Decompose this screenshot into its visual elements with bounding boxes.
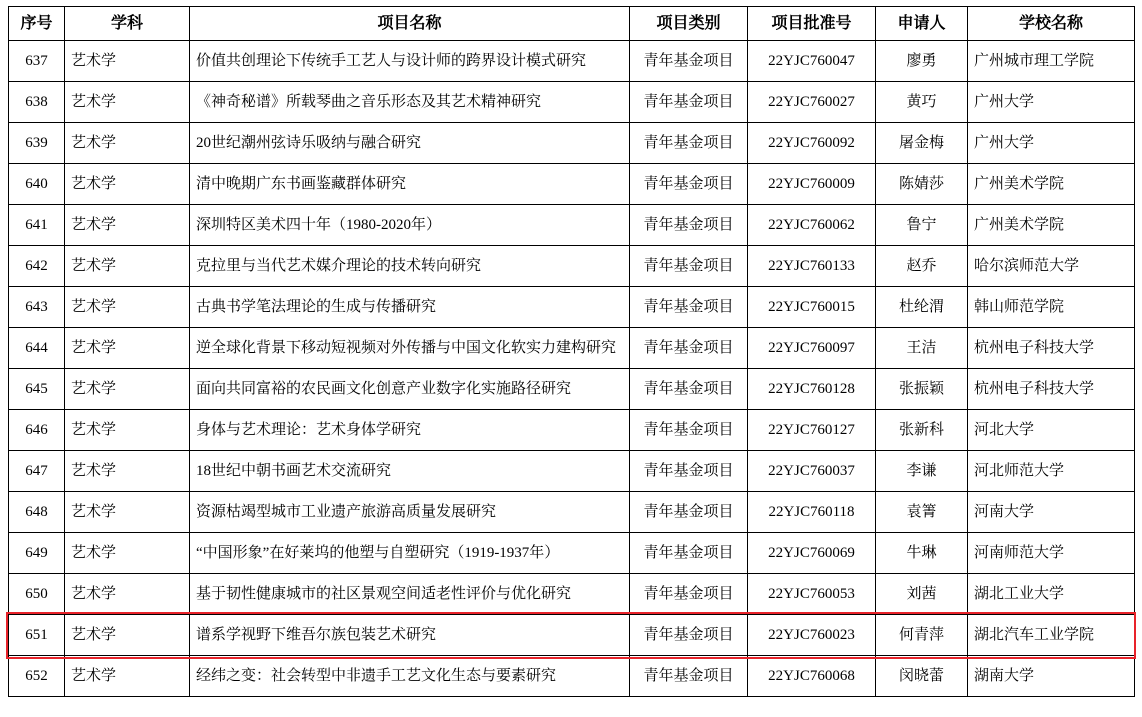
grant-approval-table	[8, 6, 1135, 697]
table-row	[9, 656, 1135, 697]
cell-applicant: 黄巧	[876, 82, 968, 123]
cell-project-title: 经纬之变：社会转型中非遗手工艺文化生态与要素研究	[190, 656, 630, 697]
cell-subject: 艺术学	[65, 492, 190, 533]
table-body	[9, 41, 1135, 697]
cell-approval-number: 22YJC760023	[748, 615, 876, 656]
cell-project-category: 青年基金项目	[630, 451, 748, 492]
cell-project-title: 克拉里与当代艺术媒介理论的技术转向研究	[190, 246, 630, 287]
cell-subject: 艺术学	[65, 205, 190, 246]
table-row	[9, 246, 1135, 287]
cell-index: 637	[9, 41, 65, 82]
table-row	[9, 574, 1135, 615]
cell-approval-number: 22YJC760118	[748, 492, 876, 533]
cell-index: 650	[9, 574, 65, 615]
cell-applicant: 何青萍	[876, 615, 968, 656]
cell-project-category: 青年基金项目	[630, 615, 748, 656]
table-row	[9, 287, 1135, 328]
cell-subject: 艺术学	[65, 123, 190, 164]
cell-school: 广州大学	[968, 123, 1135, 164]
cell-project-title: 身体与艺术理论：艺术身体学研究	[190, 410, 630, 451]
cell-school: 韩山师范学院	[968, 287, 1135, 328]
cell-school: 杭州电子科技大学	[968, 369, 1135, 410]
cell-approval-number: 22YJC760092	[748, 123, 876, 164]
cell-project-title: 基于韧性健康城市的社区景观空间适老性评价与优化研究	[190, 574, 630, 615]
cell-school: 广州美术学院	[968, 205, 1135, 246]
cell-approval-number: 22YJC760127	[748, 410, 876, 451]
cell-school: 河北师范大学	[968, 451, 1135, 492]
table-row	[9, 205, 1135, 246]
cell-school: 哈尔滨师范大学	[968, 246, 1135, 287]
cell-applicant: 王洁	[876, 328, 968, 369]
cell-school: 河南师范大学	[968, 533, 1135, 574]
cell-project-category: 青年基金项目	[630, 41, 748, 82]
cell-school: 河南大学	[968, 492, 1135, 533]
cell-project-title: 谱系学视野下维吾尔族包装艺术研究	[190, 615, 630, 656]
cell-approval-number: 22YJC760015	[748, 287, 876, 328]
cell-index: 644	[9, 328, 65, 369]
table-row	[9, 615, 1135, 656]
table-row	[9, 164, 1135, 205]
cell-index: 646	[9, 410, 65, 451]
cell-project-title: 《神奇秘谱》所载琴曲之音乐形态及其艺术精神研究	[190, 82, 630, 123]
table-header	[9, 7, 1135, 41]
table-row	[9, 451, 1135, 492]
table-row	[9, 82, 1135, 123]
cell-school: 杭州电子科技大学	[968, 328, 1135, 369]
cell-project-category: 青年基金项目	[630, 656, 748, 697]
cell-project-category: 青年基金项目	[630, 164, 748, 205]
cell-project-title: 18世纪中朝书画艺术交流研究	[190, 451, 630, 492]
cell-project-category: 青年基金项目	[630, 246, 748, 287]
cell-school: 湖北工业大学	[968, 574, 1135, 615]
cell-school: 湖南大学	[968, 656, 1135, 697]
cell-applicant: 闵晓蕾	[876, 656, 968, 697]
column-header-project-title: 项目名称	[190, 7, 630, 41]
table-row	[9, 41, 1135, 82]
cell-applicant: 杜纶渭	[876, 287, 968, 328]
cell-project-category: 青年基金项目	[630, 123, 748, 164]
column-header-project-category: 项目类别	[630, 7, 748, 41]
cell-approval-number: 22YJC760009	[748, 164, 876, 205]
cell-project-title: “中国形象”在好莱坞的他塑与自塑研究（1919-1937年）	[190, 533, 630, 574]
column-header-school: 学校名称	[968, 7, 1135, 41]
cell-subject: 艺术学	[65, 41, 190, 82]
cell-subject: 艺术学	[65, 451, 190, 492]
cell-project-category: 青年基金项目	[630, 574, 748, 615]
cell-subject: 艺术学	[65, 410, 190, 451]
cell-approval-number: 22YJC760069	[748, 533, 876, 574]
cell-index: 638	[9, 82, 65, 123]
cell-subject: 艺术学	[65, 328, 190, 369]
cell-project-category: 青年基金项目	[630, 328, 748, 369]
cell-approval-number: 22YJC760062	[748, 205, 876, 246]
cell-project-title: 资源枯竭型城市工业遗产旅游高质量发展研究	[190, 492, 630, 533]
column-header-approval-number: 项目批准号	[748, 7, 876, 41]
cell-project-category: 青年基金项目	[630, 82, 748, 123]
cell-school: 广州大学	[968, 82, 1135, 123]
cell-approval-number: 22YJC760097	[748, 328, 876, 369]
cell-subject: 艺术学	[65, 287, 190, 328]
cell-project-category: 青年基金项目	[630, 369, 748, 410]
cell-subject: 艺术学	[65, 82, 190, 123]
cell-project-title: 逆全球化背景下移动短视频对外传播与中国文化软实力建构研究	[190, 328, 630, 369]
cell-applicant: 张新科	[876, 410, 968, 451]
cell-index: 639	[9, 123, 65, 164]
cell-applicant: 廖勇	[876, 41, 968, 82]
cell-applicant: 刘茜	[876, 574, 968, 615]
cell-project-category: 青年基金项目	[630, 492, 748, 533]
cell-project-title: 清中晚期广东书画鉴藏群体研究	[190, 164, 630, 205]
cell-subject: 艺术学	[65, 246, 190, 287]
cell-approval-number: 22YJC760068	[748, 656, 876, 697]
cell-school: 河北大学	[968, 410, 1135, 451]
cell-index: 649	[9, 533, 65, 574]
column-header-subject: 学科	[65, 7, 190, 41]
column-header-applicant: 申请人	[876, 7, 968, 41]
cell-approval-number: 22YJC760027	[748, 82, 876, 123]
cell-school: 湖北汽车工业学院	[968, 615, 1135, 656]
cell-project-title: 价值共创理论下传统手工艺人与设计师的跨界设计模式研究	[190, 41, 630, 82]
cell-subject: 艺术学	[65, 164, 190, 205]
cell-project-title: 20世纪潮州弦诗乐吸纳与融合研究	[190, 123, 630, 164]
cell-applicant: 牛琳	[876, 533, 968, 574]
cell-applicant: 张振颖	[876, 369, 968, 410]
cell-applicant: 袁箐	[876, 492, 968, 533]
cell-approval-number: 22YJC760047	[748, 41, 876, 82]
cell-index: 651	[9, 615, 65, 656]
cell-index: 643	[9, 287, 65, 328]
cell-project-category: 青年基金项目	[630, 287, 748, 328]
cell-school: 广州城市理工学院	[968, 41, 1135, 82]
cell-project-category: 青年基金项目	[630, 410, 748, 451]
table-row	[9, 123, 1135, 164]
cell-index: 647	[9, 451, 65, 492]
cell-school: 广州美术学院	[968, 164, 1135, 205]
cell-approval-number: 22YJC760037	[748, 451, 876, 492]
table-row	[9, 533, 1135, 574]
table-row	[9, 369, 1135, 410]
cell-index: 641	[9, 205, 65, 246]
cell-approval-number: 22YJC760128	[748, 369, 876, 410]
cell-applicant: 鲁宁	[876, 205, 968, 246]
cell-applicant: 陈婧莎	[876, 164, 968, 205]
cell-project-category: 青年基金项目	[630, 533, 748, 574]
cell-project-title: 古典书学笔法理论的生成与传播研究	[190, 287, 630, 328]
cell-subject: 艺术学	[65, 369, 190, 410]
cell-index: 648	[9, 492, 65, 533]
cell-project-title: 面向共同富裕的农民画文化创意产业数字化实施路径研究	[190, 369, 630, 410]
cell-index: 642	[9, 246, 65, 287]
cell-applicant: 屠金梅	[876, 123, 968, 164]
cell-applicant: 李谦	[876, 451, 968, 492]
table-header-row	[9, 7, 1135, 41]
cell-applicant: 赵乔	[876, 246, 968, 287]
cell-approval-number: 22YJC760053	[748, 574, 876, 615]
table-row	[9, 492, 1135, 533]
table-row	[9, 410, 1135, 451]
cell-index: 645	[9, 369, 65, 410]
cell-approval-number: 22YJC760133	[748, 246, 876, 287]
cell-index: 640	[9, 164, 65, 205]
table-row	[9, 328, 1135, 369]
cell-subject: 艺术学	[65, 615, 190, 656]
cell-subject: 艺术学	[65, 656, 190, 697]
cell-project-title: 深圳特区美术四十年（1980-2020年）	[190, 205, 630, 246]
cell-subject: 艺术学	[65, 574, 190, 615]
cell-project-category: 青年基金项目	[630, 205, 748, 246]
cell-index: 652	[9, 656, 65, 697]
column-header-index: 序号	[9, 7, 65, 41]
cell-subject: 艺术学	[65, 533, 190, 574]
